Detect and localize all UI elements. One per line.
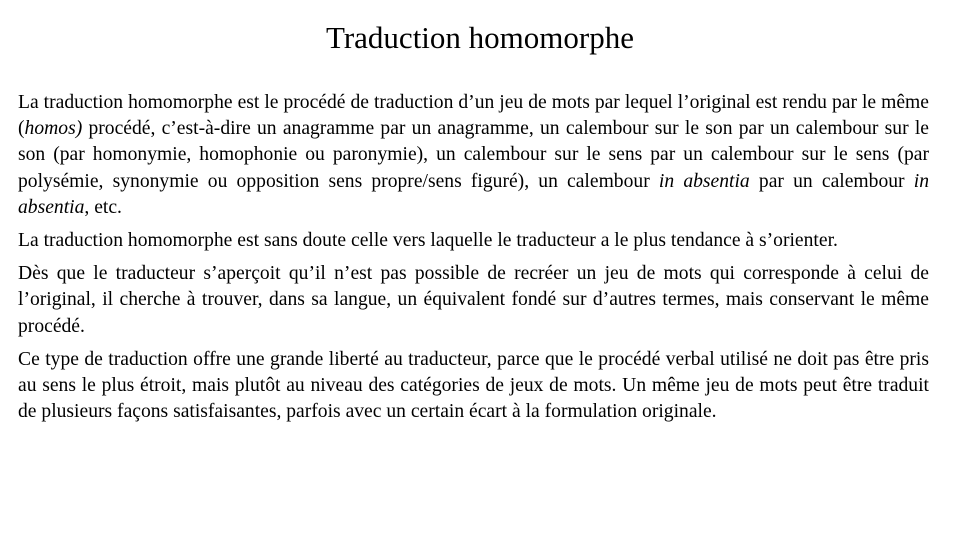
paragraph-freedom: Ce type de traduction offre une grande liberté au traducteur, parce que le procédé verbal utilisé ne doit pas être pris au sens le plus étroit, mais plutôt au niveau des catégories de jeux de mots. Un même jeu de mots peut être traduit de plusieurs façons satisfaisantes, parfois avec un certain écart à la formulation originale. — [18, 348, 929, 423]
slide-body — [18, 90, 929, 432]
italic-term-in-absentia: in absentia — [18, 170, 929, 218]
paragraph-text: par un calembour — [749, 170, 914, 192]
paragraph-definition — [18, 90, 929, 221]
paragraph-text: procédé, c’est-à-dire un anagramme par un anagramme, un calembour sur le son par un calembour sur le son (par homonymie, homophonie ou paronymie), un calembour sur le sens par un calembour sur le sens (par polysémie, synonymie ou opposition sens propre/sens figuré), un calembour — [18, 118, 929, 192]
paragraph-method: Dès que le traducteur s’aperçoit qu’il n’est pas possible de recréer un jeu de mots qui corresponde à celui de l’original, il cherche à trouver, dans sa langue, un équivalent fondé sur d’autres termes, mais conservant le même procédé. — [18, 263, 929, 337]
italic-term-homos: homos) — [24, 118, 83, 140]
paragraph-text: , etc. — [84, 196, 122, 218]
italic-term-in-absentia: in absentia — [658, 170, 750, 192]
slide-title: Traduction homomorphe — [326, 20, 634, 55]
paragraph-text: La traduction homomorphe est le procédé de traduction d’un jeu de mots par lequel l’original est rendu par le même ( — [18, 92, 929, 140]
paragraph-tendency: La traduction homomorphe est sans doute celle vers laquelle le traducteur a le plus tendance à s’orienter. — [18, 230, 838, 252]
